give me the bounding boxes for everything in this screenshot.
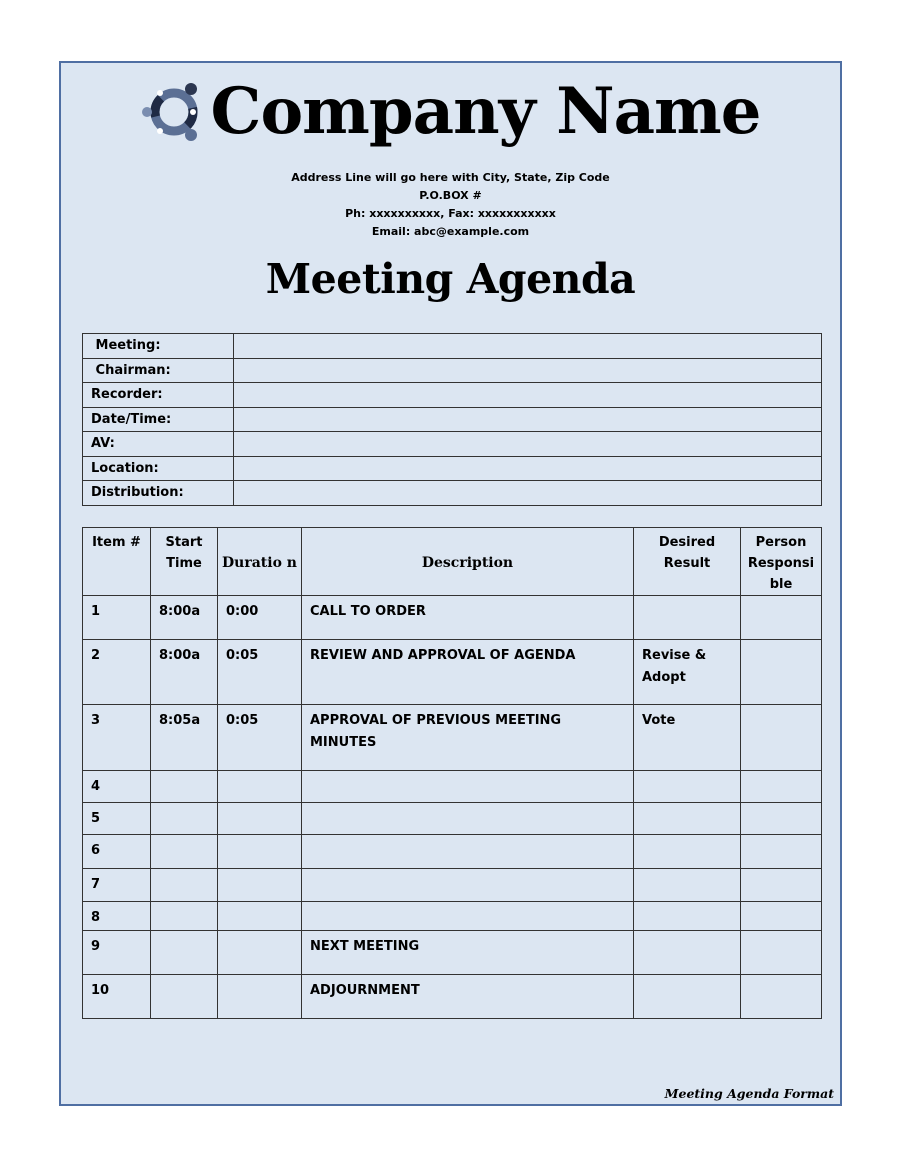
- logo-row: [61, 74, 840, 149]
- cell-desired-result[interactable]: [634, 835, 741, 869]
- cell-duration[interactable]: [218, 869, 302, 902]
- cell-description[interactable]: NEXT MEETING: [302, 931, 634, 975]
- info-row: [83, 456, 822, 481]
- cell-start-time[interactable]: [151, 803, 218, 835]
- info-row: [83, 407, 822, 432]
- agenda-table: [82, 527, 822, 1019]
- cell-desired-result[interactable]: [634, 975, 741, 1019]
- cell-start-time[interactable]: [151, 869, 218, 902]
- info-label: Chairman:: [83, 358, 234, 383]
- info-label: Date/Time:: [83, 407, 234, 432]
- address-line: Address Line will go here with City, State, Zip Code: [291, 171, 610, 184]
- cell-desired-result[interactable]: [634, 803, 741, 835]
- agenda-row: [83, 705, 822, 771]
- agenda-row: [83, 975, 822, 1019]
- cell-description[interactable]: REVIEW AND APPROVAL OF AGENDA: [302, 640, 634, 705]
- document-page: [59, 61, 842, 1106]
- info-label: AV:: [83, 432, 234, 457]
- cell-desired-result[interactable]: [634, 596, 741, 640]
- info-label: Distribution:: [83, 481, 234, 506]
- info-label: Recorder:: [83, 383, 234, 408]
- info-value-field[interactable]: [234, 334, 822, 359]
- cell-description[interactable]: [302, 869, 634, 902]
- info-value-field[interactable]: [234, 456, 822, 481]
- agenda-header-row: [83, 528, 822, 596]
- address-block: [61, 169, 840, 241]
- email-line: Email: abc@example.com: [371, 225, 530, 238]
- cell-duration[interactable]: 0:05: [218, 705, 302, 771]
- info-value-field[interactable]: [234, 383, 822, 408]
- agenda-row: [83, 902, 822, 931]
- agenda-row: [83, 596, 822, 640]
- cell-duration[interactable]: 0:05: [218, 640, 302, 705]
- cell-description[interactable]: [302, 835, 634, 869]
- info-row: [83, 383, 822, 408]
- po-box-line: P.O.BOX #: [419, 189, 482, 202]
- agenda-row: [83, 835, 822, 869]
- cell-person-responsible[interactable]: [741, 869, 822, 902]
- info-label: Meeting:: [83, 334, 234, 359]
- info-row: [83, 334, 822, 359]
- header-description: Description: [302, 528, 634, 596]
- cell-person-responsible[interactable]: [741, 975, 822, 1019]
- circular-people-logo-icon: [141, 79, 207, 145]
- info-value-field[interactable]: [234, 407, 822, 432]
- header-duration: Duratio n: [218, 528, 302, 596]
- phone-fax-line: Ph: xxxxxxxxxx, Fax: xxxxxxxxxxx: [345, 207, 556, 220]
- header-person-responsible: Person Responsi ble: [741, 528, 822, 596]
- cell-person-responsible[interactable]: [741, 771, 822, 803]
- cell-start-time[interactable]: [151, 835, 218, 869]
- header-desired-result: Desired Result: [634, 528, 741, 596]
- cell-start-time[interactable]: 8:00a: [151, 640, 218, 705]
- cell-duration[interactable]: [218, 975, 302, 1019]
- cell-duration[interactable]: [218, 931, 302, 975]
- info-row: [83, 432, 822, 457]
- cell-start-time[interactable]: 8:05a: [151, 705, 218, 771]
- cell-start-time[interactable]: 8:00a: [151, 596, 218, 640]
- info-value-field[interactable]: [234, 432, 822, 457]
- cell-item: 6: [83, 835, 151, 869]
- cell-description[interactable]: APPROVAL OF PREVIOUS MEETING MINUTES: [302, 705, 634, 771]
- cell-desired-result[interactable]: Revise & Adopt: [634, 640, 741, 705]
- cell-desired-result[interactable]: [634, 931, 741, 975]
- cell-item: 9: [83, 931, 151, 975]
- cell-start-time[interactable]: [151, 931, 218, 975]
- agenda-row: [83, 869, 822, 902]
- info-row: [83, 481, 822, 506]
- cell-start-time[interactable]: [151, 902, 218, 931]
- cell-duration[interactable]: [218, 902, 302, 931]
- agenda-row: [83, 771, 822, 803]
- cell-description[interactable]: ADJOURNMENT: [302, 975, 634, 1019]
- company-name: Company Name: [210, 74, 761, 149]
- cell-person-responsible[interactable]: [741, 596, 822, 640]
- info-row: [83, 358, 822, 383]
- cell-item: 10: [83, 975, 151, 1019]
- cell-person-responsible[interactable]: [741, 705, 822, 771]
- cell-desired-result[interactable]: [634, 869, 741, 902]
- info-label: Location:: [83, 456, 234, 481]
- footer-note: Meeting Agenda Format: [664, 1086, 834, 1101]
- agenda-row: [83, 640, 822, 705]
- cell-person-responsible[interactable]: [741, 835, 822, 869]
- cell-desired-result[interactable]: Vote: [634, 705, 741, 771]
- meeting-info-table: [82, 333, 822, 506]
- cell-description[interactable]: CALL TO ORDER: [302, 596, 634, 640]
- cell-start-time[interactable]: [151, 975, 218, 1019]
- document-title: Meeting Agenda: [265, 255, 636, 303]
- cell-item: 7: [83, 869, 151, 902]
- cell-duration[interactable]: 0:00: [218, 596, 302, 640]
- header-start-time: Start Time: [151, 528, 218, 596]
- header-item: Item #: [83, 528, 151, 596]
- cell-description[interactable]: [302, 803, 634, 835]
- cell-person-responsible[interactable]: [741, 902, 822, 931]
- cell-item: 5: [83, 803, 151, 835]
- cell-start-time[interactable]: [151, 771, 218, 803]
- agenda-row: [83, 931, 822, 975]
- cell-duration[interactable]: [218, 803, 302, 835]
- cell-person-responsible[interactable]: [741, 640, 822, 705]
- cell-duration[interactable]: [218, 835, 302, 869]
- letterhead: [61, 74, 840, 241]
- cell-item: 2: [83, 640, 151, 705]
- cell-item: 1: [83, 596, 151, 640]
- cell-desired-result[interactable]: [634, 902, 741, 931]
- cell-person-responsible[interactable]: [741, 931, 822, 975]
- agenda-row: [83, 803, 822, 835]
- cell-item: 4: [83, 771, 151, 803]
- cell-person-responsible[interactable]: [741, 803, 822, 835]
- cell-item: 3: [83, 705, 151, 771]
- cell-description[interactable]: [302, 902, 634, 931]
- cell-desired-result[interactable]: [634, 771, 741, 803]
- cell-duration[interactable]: [218, 771, 302, 803]
- cell-description[interactable]: [302, 771, 634, 803]
- cell-item: 8: [83, 902, 151, 931]
- info-value-field[interactable]: [234, 481, 822, 506]
- info-value-field[interactable]: [234, 358, 822, 383]
